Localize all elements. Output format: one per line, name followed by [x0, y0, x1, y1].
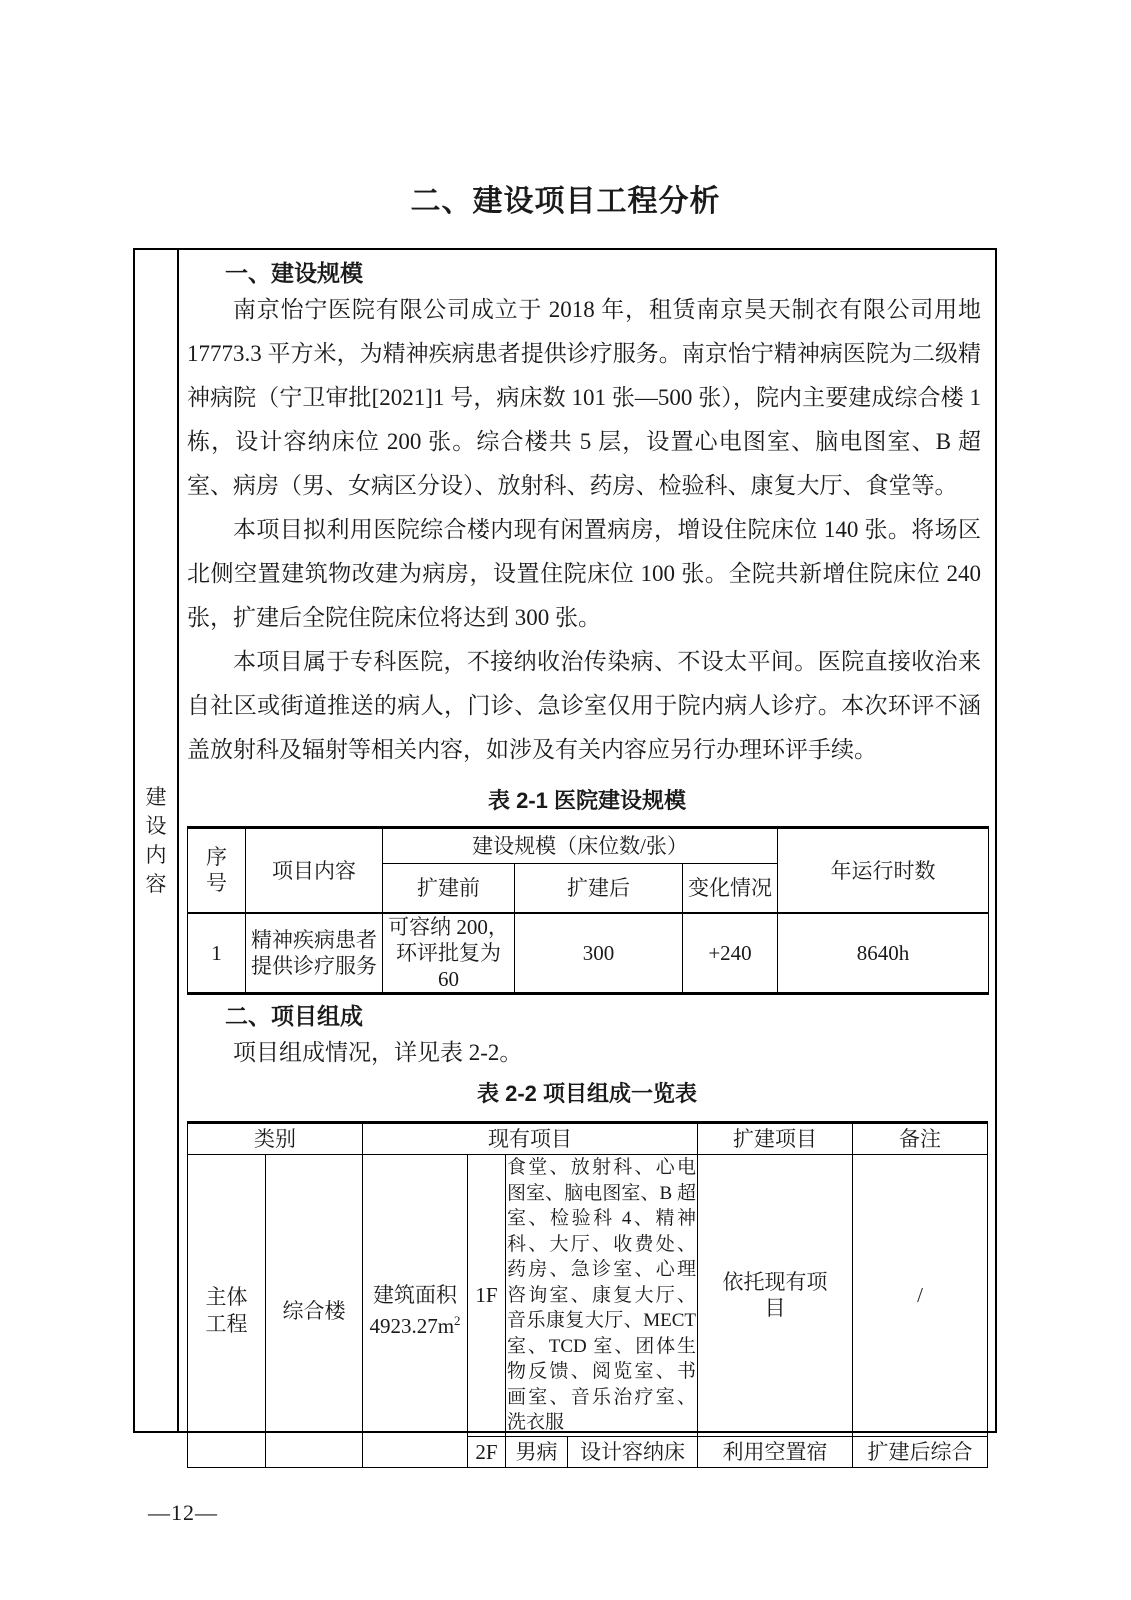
sidebar-char: 建 [145, 784, 167, 809]
table2-header-expansion: 扩建项目 [698, 1123, 853, 1155]
table2-cell-expansion-2f: 利用空置宿 [698, 1436, 853, 1467]
table1-cell-hours: 8640h [778, 913, 989, 994]
superscript: 2 [454, 1313, 461, 1329]
sidebar-label [135, 250, 179, 1431]
table1-header-change: 变化情况 [683, 864, 778, 914]
table2-cell-design-2f: 设计容纳床 [568, 1436, 698, 1467]
content-box [133, 248, 997, 1464]
table-hospital-scale [187, 826, 989, 995]
page-title: 二、建设项目工程分析 [410, 185, 721, 218]
table1-cell-seq: 1 [188, 913, 246, 994]
paragraph-expansion-plan: 本项目拟利用医院综合楼内现有闲置病房，增设住院床位 140 张。将场区北侧空置建筑物改建为病房，设置住院床位 100 张。全院共新增住院床位 240 张，扩建后全院住院床位将达到 300 张。 [187, 517, 981, 630]
table2-cell-category-sub: 综合楼 [266, 1155, 363, 1468]
paragraph-company-intro: 南京怡宁医院有限公司成立于 2018 年，租赁南京昊天制衣有限公司用地 17773.3 平方米，为精神疾病患者提供诊疗服务。南京怡宁精神病医院为二级精神病院（宁卫审批[2021]1 号，病床数 101 张—500 张），院内主要建成综合楼 1 栋，设计容纳床位 200 张。综合楼共 5 层，设置心电图室、脑电图室、B 超室、病房（男、女病区分设）、放射科、药房、检验科、康复大厅、食堂等。 [187, 297, 981, 498]
table1-cell-change: +240 [683, 913, 778, 994]
sidebar-char: 设 [145, 813, 167, 838]
table2-cell-floor-2f: 2F [468, 1436, 506, 1467]
table2-header-existing: 现有项目 [363, 1123, 698, 1155]
table1-cell-before: 可容纳 200，环评批复为 60 [383, 913, 515, 994]
table2-header-remark: 备注 [853, 1123, 988, 1155]
page-number: —12— [148, 1500, 218, 1525]
table1-header-content: 项目内容 [246, 828, 383, 914]
table-project-composition [187, 1121, 988, 1468]
table1-cell-after: 300 [515, 913, 683, 994]
table1-header-before: 扩建前 [383, 864, 515, 914]
table-row [188, 913, 989, 994]
table1-title: 表 2-1 医院建设规模 [487, 788, 687, 813]
table1-header-hours: 年运行时数 [778, 828, 989, 914]
table2-cell-ward-2f: 男病 [506, 1436, 568, 1467]
table2-title: 表 2-2 项目组成一览表 [476, 1081, 698, 1106]
table2-cell-remark-1f: / [853, 1155, 988, 1437]
paragraph-composition-note: 项目组成情况，详见表 2-2。 [233, 1040, 523, 1065]
section2-heading: 二、项目组成 [225, 1003, 363, 1029]
sidebar-char: 容 [145, 871, 167, 896]
table2-cell-floor-1f: 1F [468, 1155, 506, 1437]
table2-cell-expansion-1f: 依托现有项目 [698, 1155, 853, 1437]
table1-cell-content: 精神疾病患者提供诊疗服务 [246, 913, 383, 994]
table2-header-category: 类别 [188, 1123, 363, 1155]
table1-header-after: 扩建后 [515, 864, 683, 914]
table2-cell-area: 建筑面积 $4923.27m^2$ [363, 1155, 468, 1468]
table1-header-scale-group: 建设规模（床位数/张） [383, 828, 778, 864]
table1-header-seq: 序号 [188, 828, 246, 914]
table-row [188, 1155, 988, 1437]
sidebar-char: 内 [145, 842, 167, 867]
table2-cell-remark-2f: 扩建后综合 [853, 1436, 988, 1467]
table2-cell-category-main: 主体工程 [188, 1155, 266, 1468]
paragraph-hospital-scope: 本项目属于专科医院，不接纳收治传染病、不设太平间。医院直接收治来自社区或街道推送的病人，门诊、急诊室仅用于院内病人诊疗。本次环评不涵盖放射科及辐射等相关内容，如涉及有关内容应另行办理环评手续。 [187, 649, 981, 762]
section1-heading: 一、建设规模 [225, 260, 363, 286]
table2-cell-rooms-1f: 食堂、放射科、心电图室、脑电图室、B 超室、检验科 4、精神科、大厅、收费处、药房、急诊室、心理咨询室、康复大厅、音乐康复大厅、MECT 室、TCD 室、团体生物反馈、阅览室、书画室、音乐治疗室、洗衣服 [506, 1155, 698, 1437]
main-content [179, 250, 995, 1464]
